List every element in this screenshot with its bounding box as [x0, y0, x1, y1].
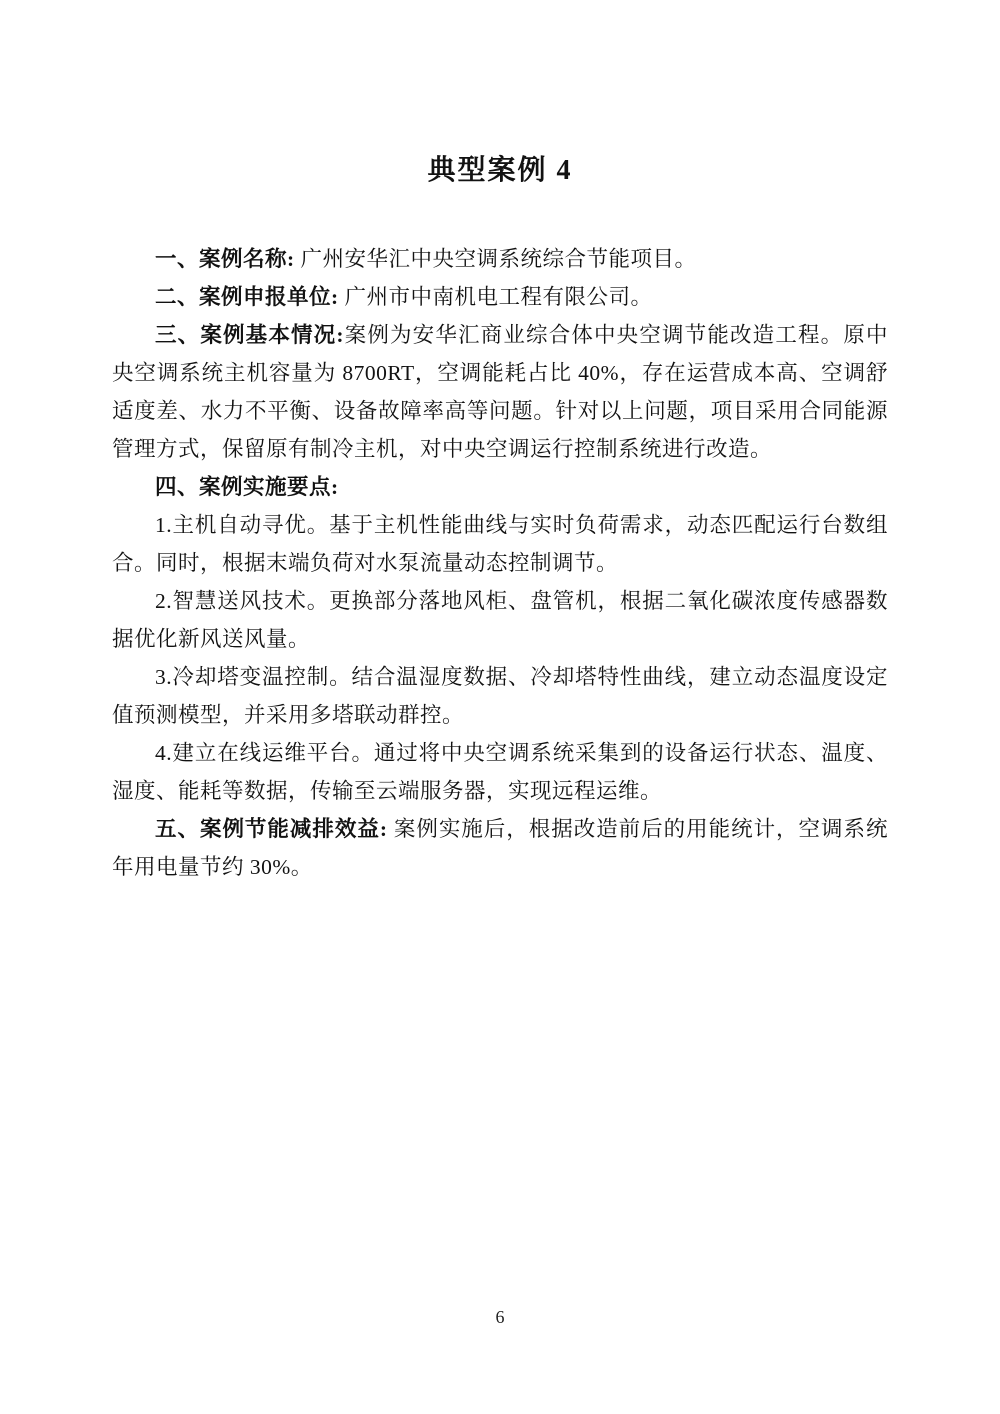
section-text: 4.建立在线运维平台。通过将中央空调系统采集到的设备运行状态、温度、湿度、能耗等数据，传输至云端服务器，实现远程运维。	[112, 741, 888, 803]
section-text: 案例实施后，根据改造前后的用能统计，空调系统年用电量节约 30%。	[112, 817, 888, 879]
paragraph-point-2	[112, 582, 888, 658]
section-label: 二、案例申报单位:	[155, 285, 339, 309]
section-text: 广州安华汇中央空调系统综合节能项目。	[294, 247, 697, 271]
paragraph-point-3	[112, 658, 888, 734]
section-label: 五、案例节能减排效益:	[155, 817, 388, 841]
page-number: 6	[495, 1307, 505, 1327]
paragraph-point-1	[112, 506, 888, 582]
section-text: 广州市中南机电工程有限公司。	[338, 285, 653, 309]
paragraph-basic-info	[112, 316, 888, 468]
paragraph-benefits	[112, 810, 888, 886]
page-title: 典型案例 4	[427, 155, 573, 186]
paragraph-case-name	[112, 240, 888, 278]
paragraph-applicant	[112, 278, 888, 316]
document-body	[112, 240, 888, 886]
section-label: 四、案例实施要点:	[155, 475, 339, 499]
section-label: 三、案例基本情况:	[155, 323, 344, 347]
section-text: 3.冷却塔变温控制。结合温湿度数据、冷却塔特性曲线，建立动态温度设定值预测模型，并采用多塔联动群控。	[112, 665, 888, 727]
paragraph-point-4	[112, 734, 888, 810]
paragraph-implementation-heading	[112, 468, 888, 506]
section-label: 一、案例名称:	[155, 247, 295, 271]
section-text: 1.主机自动寻优。基于主机性能曲线与实时负荷需求，动态匹配运行台数组合。同时，根据末端负荷对水泵流量动态控制调节。	[112, 513, 888, 575]
section-text: 2.智慧送风技术。更换部分落地风柜、盘管机，根据二氧化碳浓度传感器数据优化新风送风量。	[112, 589, 888, 651]
section-text: 案例为安华汇商业综合体中央空调节能改造工程。原中央空调系统主机容量为 8700RT，空调能耗占比 40%，存在运营成本高、空调舒适度差、水力不平衡、设备故障率高等问题。针对以上问题，项目采用合同能源管理方式，保留原有制冷主机，对中央空调运行控制系统进行改造。	[112, 323, 888, 461]
